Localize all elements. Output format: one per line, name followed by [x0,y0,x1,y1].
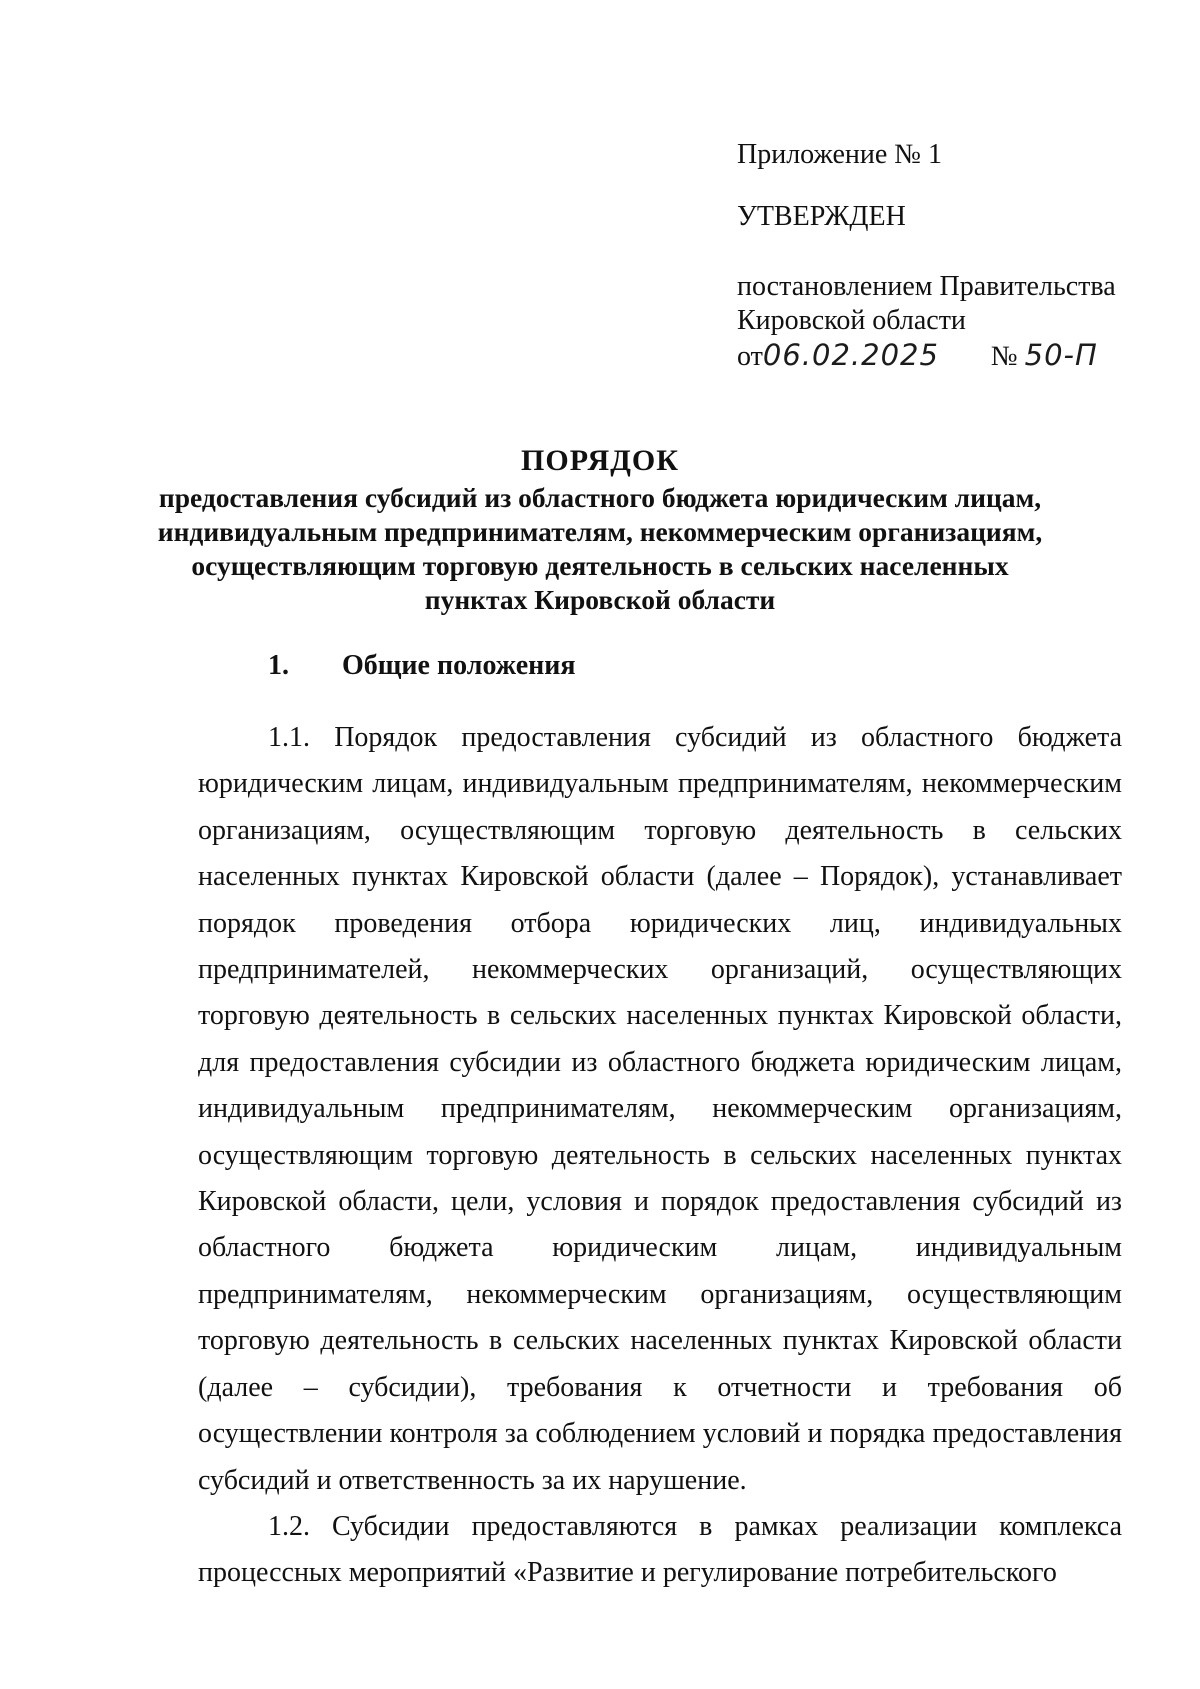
handwritten-number: 50-П [1024,338,1098,372]
body-text [198,715,1122,1597]
appendix-label: Приложение № 1 [737,139,942,170]
document-title [150,441,1050,617]
paragraph-1-2: 1.2. Субсидии предоставляются в рамках реализации комплекса процессных мероприятий «Развитие и регулирование потребительского [198,1510,1122,1589]
number-prefix: № [990,341,1018,372]
handwritten-date: 06.02.2025 [762,338,939,372]
section-number: 1. [268,650,289,681]
title-main: ПОРЯДОК [521,444,679,477]
section-title: Общие положения [342,650,576,681]
paragraph-1-1: 1.1. Порядок предоставления субсидий из областного бюджета юридическим лицам, индивидуальным предпринимателям, некоммерческим организациям, осуществляющим торговую деятельность в сельских населенных пунктах Кировской области (далее – Порядок), устанавливает порядок проведения отбора юридических лиц, индивидуальных предпринимателей, некоммерческих организаций, осуществляющих торговую деятельность в сельских населенных пунктах Кировской области, для предоставления субсидии из областного бюджета юридическим лицам, индивидуальным предпринимателям, некоммерческим организациям, осуществляющим торговую деятельность в сельских населенных пунктах Кировской области, цели, условия и порядок предоставления субсидий из областного бюджета юридическим лицам, индивидуальным предпринимателям, некоммерческим организациям, осуществляющим торговую деятельность в сельских населенных пунктах Кировской области (далее – субсидии), требования к отчетности и требования об осуществлении контроля за соблюдением условий и порядка предоставления субсидий и ответственность за их нарушение. [198,722,1122,1496]
resolution-line-1: постановлением Правительства [737,271,1116,302]
date-prefix: от [737,341,763,372]
approved-label: УТВЕРЖДЕН [737,201,906,232]
section-heading [268,650,576,682]
title-subtitle: предоставления субсидий из областного бюджета юридическим лицам, индивидуальным предпринимателям, некоммерческим организациям, осуществляющим торговую деятельность в сельских населенных пунктах Кировской области [157,482,1043,615]
resolution-date-number [737,338,1098,374]
resolution-line-2: Кировской области [737,305,966,336]
